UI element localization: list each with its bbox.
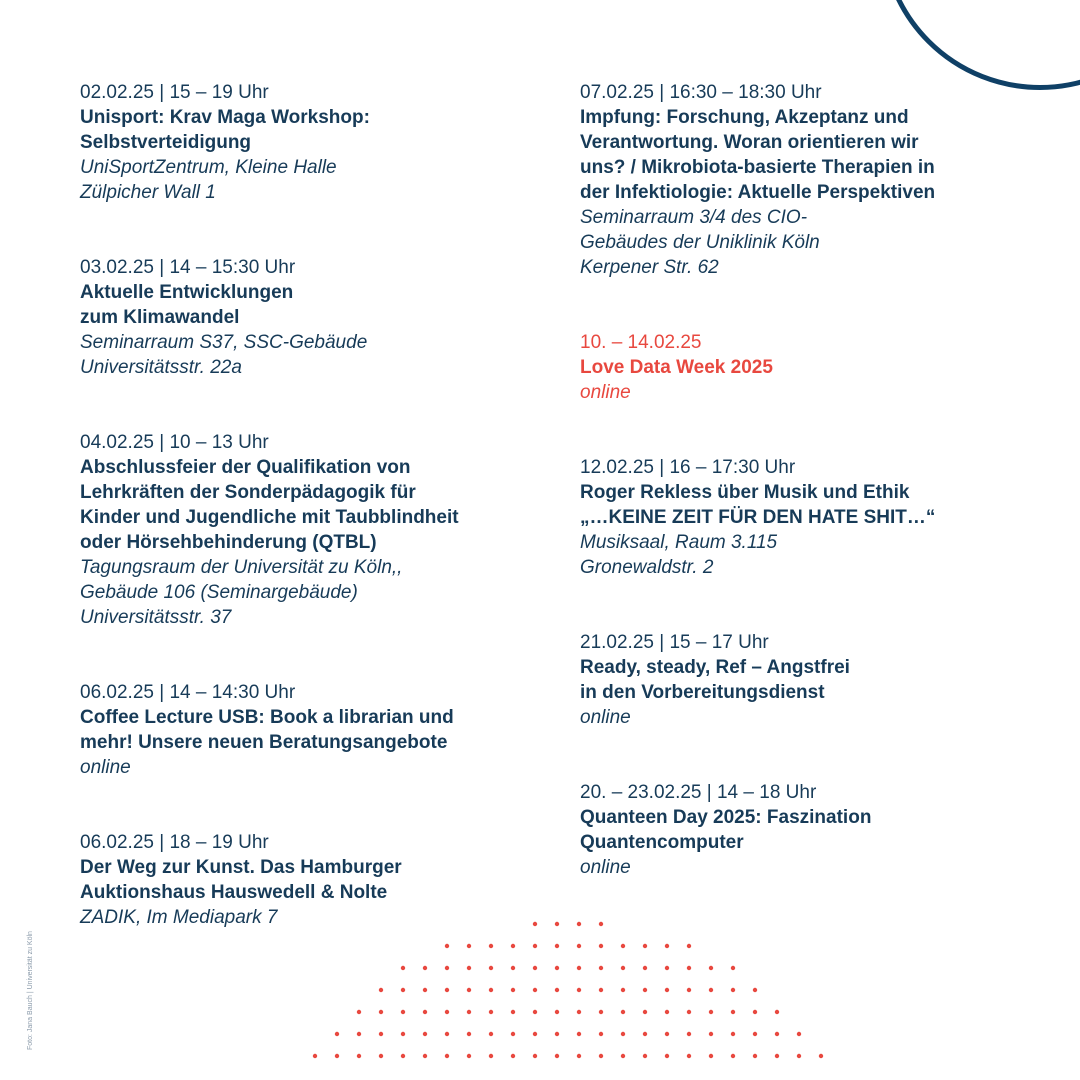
decorative-dot — [577, 944, 581, 948]
decorative-dot — [467, 1010, 471, 1014]
decorative-dot — [665, 988, 669, 992]
decorative-dot — [621, 1010, 625, 1014]
decorative-dot — [423, 1054, 427, 1058]
decorative-dot — [335, 1054, 339, 1058]
decorative-dot — [423, 966, 427, 970]
decorative-dot — [665, 944, 669, 948]
decorative-dot — [379, 1054, 383, 1058]
event-location: UniSportZentrum, Kleine Halle Zülpicher Wall 1 — [80, 157, 337, 203]
decorative-dot — [423, 988, 427, 992]
decorative-dot — [709, 1010, 713, 1014]
decorative-dot — [665, 1032, 669, 1036]
decorative-dot — [621, 1054, 625, 1058]
decorative-dot — [401, 966, 405, 970]
decorative-dot — [665, 1054, 669, 1058]
decorative-dot — [797, 1032, 801, 1036]
decorative-dot — [489, 944, 493, 948]
decorative-dot — [401, 1054, 405, 1058]
decorative-dot — [533, 988, 537, 992]
event-title: Quanteen Day 2025: Faszination Quantencomputer — [580, 807, 872, 853]
event-location: online — [580, 382, 631, 403]
decorative-dot — [753, 1032, 757, 1036]
event-location: Seminarraum 3/4 des CIO- Gebäudes der Uniklinik Köln Kerpener Str. 62 — [580, 207, 820, 278]
event-location: online — [580, 707, 631, 728]
decorative-dot — [533, 966, 537, 970]
event-location: Seminarraum S37, SSC-Gebäude Universitätsstr. 22a — [80, 332, 368, 378]
decorative-dot — [577, 966, 581, 970]
decorative-dot — [687, 944, 691, 948]
decorative-dot — [621, 988, 625, 992]
decorative-dot — [489, 1054, 493, 1058]
event-datetime: 21.02.25 | 15 – 17 Uhr — [580, 632, 769, 653]
decorative-dot — [511, 988, 515, 992]
event-datetime: 06.02.25 | 18 – 19 Uhr — [80, 832, 269, 853]
decorative-dot — [599, 922, 603, 926]
decorative-dot — [577, 922, 581, 926]
decorative-dot — [379, 988, 383, 992]
decorative-dot — [445, 966, 449, 970]
decorative-dot — [467, 966, 471, 970]
decorative-dot — [445, 988, 449, 992]
event-datetime: 12.02.25 | 16 – 17:30 Uhr — [580, 457, 796, 478]
decorative-dot — [687, 1010, 691, 1014]
decorative-dot — [599, 1054, 603, 1058]
decorative-dot — [511, 1010, 515, 1014]
decorative-dot — [709, 988, 713, 992]
decorative-dot — [621, 966, 625, 970]
decorative-dot — [401, 1010, 405, 1014]
decorative-dot — [379, 1032, 383, 1036]
decorative-dot — [467, 1032, 471, 1036]
decorative-dot — [643, 944, 647, 948]
decorative-dot — [533, 1054, 537, 1058]
decorative-dot — [775, 1032, 779, 1036]
decorative-dot — [313, 1054, 317, 1058]
decorative-dot — [731, 1054, 735, 1058]
event-title: Abschlussfeier der Qualifikation von Lehrkräften der Sonderpädagogik für Kinder und Jugendliche mit Taubblindheit oder Hörsehbehinderung (QTBL) — [80, 457, 459, 553]
decorative-dot — [555, 1054, 559, 1058]
event-title: Der Weg zur Kunst. Das Hamburger Auktionshaus Hauswedell & Nolte — [80, 857, 402, 903]
decorative-dot — [445, 1010, 449, 1014]
decorative-dot — [555, 1032, 559, 1036]
decorative-dot — [445, 1032, 449, 1036]
decorative-dot — [621, 1032, 625, 1036]
decorative-dot — [709, 966, 713, 970]
decorative-dot — [687, 1032, 691, 1036]
decorative-dot — [489, 988, 493, 992]
event-location: online — [580, 857, 631, 878]
decorative-dot — [775, 1010, 779, 1014]
event-title: Coffee Lecture USB: Book a librarian und mehr! Unsere neuen Beratungsangebote — [80, 707, 454, 753]
decorative-dot — [753, 988, 757, 992]
photo-credit: Foto: Jana Bauch | Universität zu Köln — [27, 931, 34, 1050]
decorative-dot — [533, 1010, 537, 1014]
event-datetime: 03.02.25 | 14 – 15:30 Uhr — [80, 257, 296, 278]
decorative-dot — [577, 1010, 581, 1014]
decorative-dot — [753, 1054, 757, 1058]
decorative-dot — [555, 922, 559, 926]
decorative-dot — [731, 988, 735, 992]
decorative-dot — [599, 944, 603, 948]
decorative-dot — [379, 1010, 383, 1014]
decorative-dot — [599, 1032, 603, 1036]
event-title: Love Data Week 2025 — [580, 357, 773, 378]
decorative-dot — [687, 1054, 691, 1058]
decorative-dot — [357, 1054, 361, 1058]
decorative-dot — [643, 966, 647, 970]
decorative-dot — [445, 944, 449, 948]
decorative-dot — [555, 1010, 559, 1014]
event-title: Impfung: Forschung, Akzeptanz und Verantwortung. Woran orientieren wir uns? / Mikrobiota-basierte Therapien in der Infektiologie: Aktuelle Perspektiven — [580, 107, 936, 203]
decorative-dot — [687, 988, 691, 992]
decorative-dot — [731, 966, 735, 970]
event-title: Roger Rekless über Musik und Ethik „…KEINE ZEIT FÜR DEN HATE SHIT…“ — [580, 482, 936, 528]
decorative-dot — [445, 1054, 449, 1058]
decorative-dot — [709, 1054, 713, 1058]
event-datetime: 10. – 14.02.25 — [580, 332, 702, 353]
decorative-dot — [423, 1010, 427, 1014]
event-location: Tagungsraum der Universität zu Köln,, Gebäude 106 (Seminargebäude) Universitätsstr. 37 — [80, 557, 403, 628]
decorative-dot — [555, 966, 559, 970]
decorative-dot — [555, 988, 559, 992]
event-location: ZADIK, Im Mediapark 7 — [80, 907, 278, 928]
decorative-dot — [401, 988, 405, 992]
decorative-dot — [511, 944, 515, 948]
event-location: online — [80, 757, 131, 778]
decorative-dot — [775, 1054, 779, 1058]
event-title: Aktuelle Entwicklungen zum Klimawandel — [80, 282, 294, 328]
event-datetime: 20. – 23.02.25 | 14 – 18 Uhr — [580, 782, 817, 803]
decorative-dot — [467, 944, 471, 948]
decorative-dot — [643, 1054, 647, 1058]
decorative-dot — [533, 944, 537, 948]
decorative-dot — [511, 1054, 515, 1058]
decorative-dot — [511, 966, 515, 970]
event-datetime: 04.02.25 | 10 – 13 Uhr — [80, 432, 269, 453]
decorative-dot — [533, 1032, 537, 1036]
decorative-dot — [819, 1054, 823, 1058]
event-title: Ready, steady, Ref – Angstfrei in den Vorbereitungsdienst — [580, 657, 850, 703]
decorative-dot — [423, 1032, 427, 1036]
decorative-dot — [665, 966, 669, 970]
decorative-dot — [687, 966, 691, 970]
decorative-dot — [731, 1010, 735, 1014]
event-location: Musiksaal, Raum 3.115 Gronewaldstr. 2 — [580, 532, 778, 578]
decorative-dot — [467, 988, 471, 992]
event-datetime: 02.02.25 | 15 – 19 Uhr — [80, 82, 269, 103]
decorative-dot — [577, 1054, 581, 1058]
event-datetime: 06.02.25 | 14 – 14:30 Uhr — [80, 682, 296, 703]
decorative-dot — [731, 1032, 735, 1036]
decorative-dot — [555, 944, 559, 948]
decorative-dot — [467, 1054, 471, 1058]
decorative-dot — [357, 1010, 361, 1014]
decorative-dot — [511, 1032, 515, 1036]
decorative-dot — [489, 1032, 493, 1036]
decorative-dot — [489, 966, 493, 970]
decorative-dot — [709, 1032, 713, 1036]
event-title: Unisport: Krav Maga Workshop: Selbstverteidigung — [80, 107, 370, 153]
decorative-dot — [599, 988, 603, 992]
decorative-dot — [621, 944, 625, 948]
event-datetime: 07.02.25 | 16:30 – 18:30 Uhr — [580, 82, 822, 103]
decorative-dot — [401, 1032, 405, 1036]
decorative-dot — [797, 1054, 801, 1058]
decorative-dot — [577, 1032, 581, 1036]
decorative-dot — [489, 1010, 493, 1014]
decorative-dot — [599, 1010, 603, 1014]
decorative-dot — [665, 1010, 669, 1014]
decorative-dot — [599, 966, 603, 970]
decorative-dot — [643, 1010, 647, 1014]
decorative-dot — [643, 988, 647, 992]
decorative-dot — [753, 1010, 757, 1014]
decorative-dot — [533, 922, 537, 926]
decorative-dot — [643, 1032, 647, 1036]
decorative-dot — [335, 1032, 339, 1036]
decorative-dot — [357, 1032, 361, 1036]
decorative-dot — [577, 988, 581, 992]
